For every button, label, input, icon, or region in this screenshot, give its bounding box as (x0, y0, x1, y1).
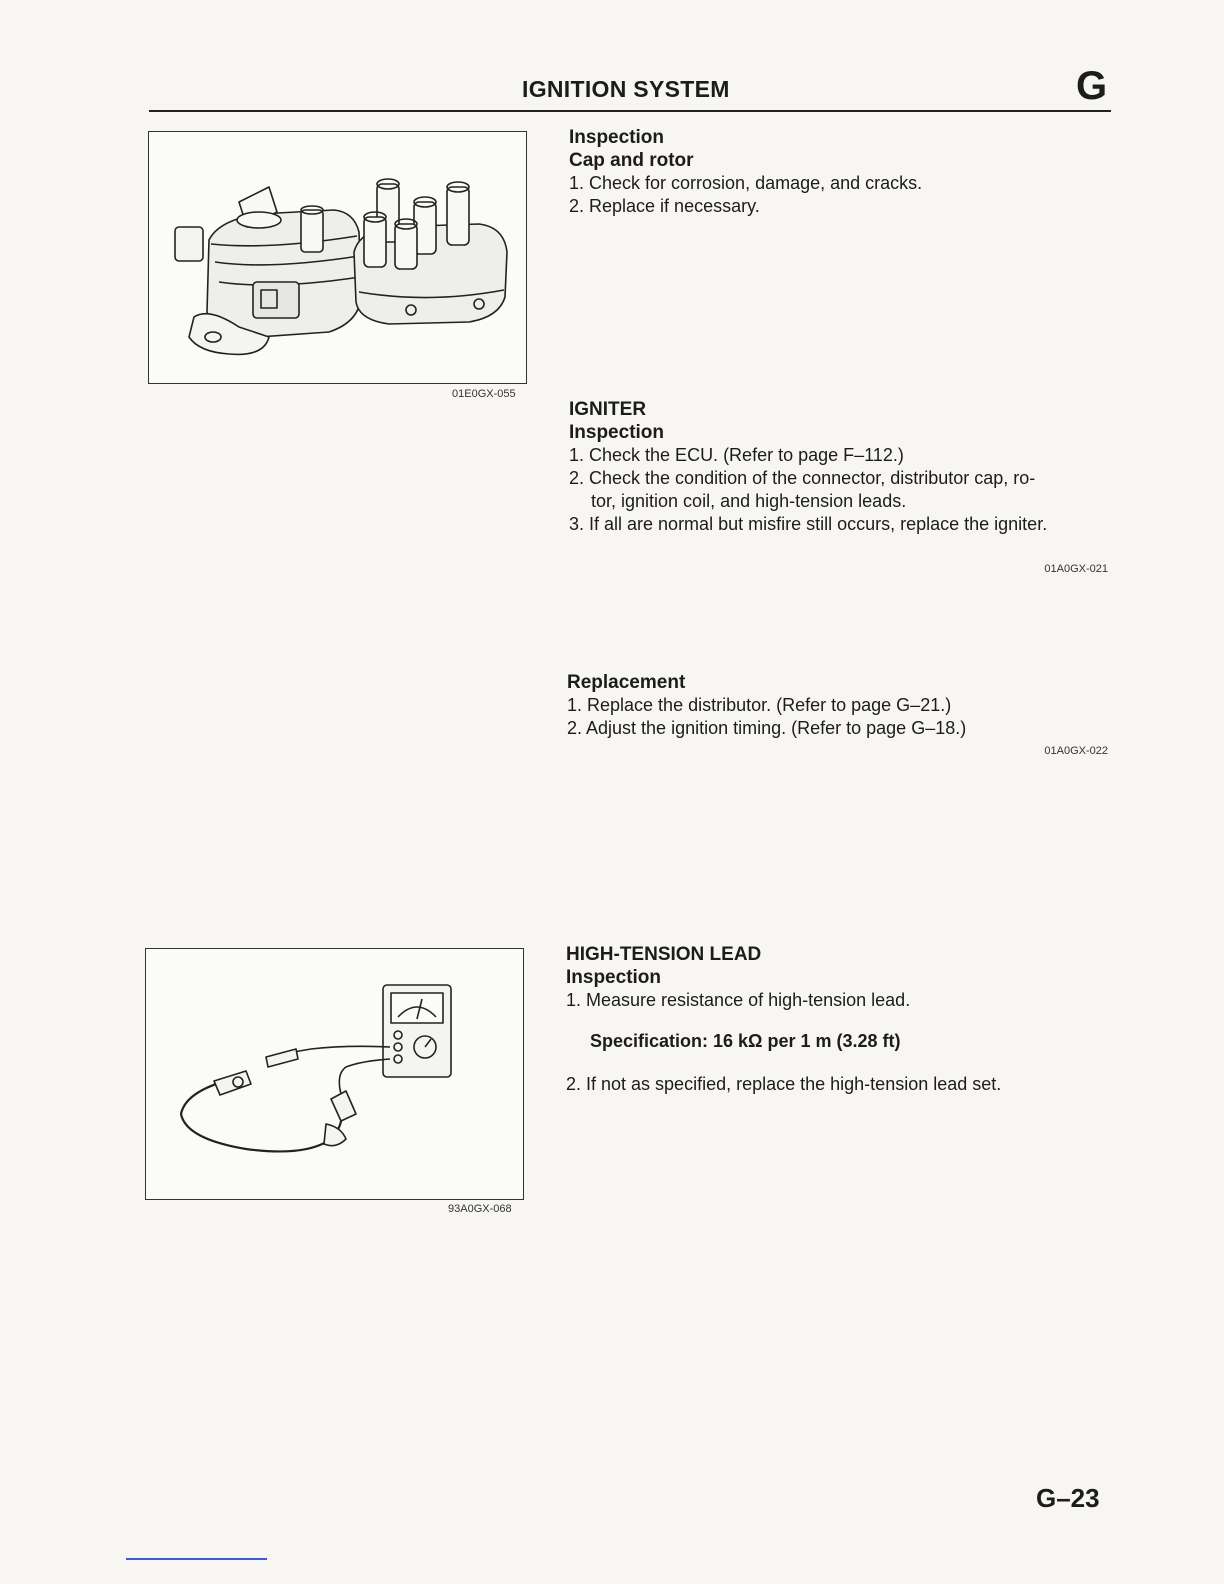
list-item: 1. Replace the distributor. (Refer to page G–21.) (567, 695, 952, 715)
block-code: 01A0GX-022 (1044, 745, 1108, 757)
section-heading: Replacement (567, 672, 686, 693)
figure-code: 01E0GX-055 (452, 388, 516, 400)
footer-link-underline[interactable] (126, 1558, 267, 1560)
section-heading: Inspection (569, 127, 665, 148)
specification: Specification: 16 kΩ per 1 m (3.28 ft) (590, 1031, 901, 1051)
list-item: 2. Adjust the ignition timing. (Refer to page G–18.) (567, 718, 967, 738)
list-item: 2. If not as specified, replace the high-tension lead set. (566, 1074, 1002, 1094)
distributor-cap-rotor-illustration (149, 132, 526, 383)
list-item: 1. Measure resistance of high-tension lead. (566, 990, 911, 1010)
figure-ohmmeter (145, 948, 524, 1200)
section-heading: IGNITER (569, 399, 647, 420)
replacement-section (567, 671, 1112, 740)
section-subheading: Cap and rotor (569, 150, 694, 171)
list-item: 1. Check for corrosion, damage, and cracks. (569, 173, 923, 193)
section-subheading: Inspection (569, 422, 665, 443)
header-rule (149, 110, 1111, 112)
figure-code: 93A0GX-068 (448, 1203, 512, 1215)
list-item-continuation: tor, ignition coil, and high-tension leads. (591, 491, 907, 511)
page-number: G–23 (1036, 1483, 1100, 1513)
high-tension-section (566, 943, 1111, 1096)
igniter-section (569, 398, 1114, 536)
figure-distributor (148, 131, 527, 384)
page-title: IGNITION SYSTEM (522, 76, 730, 102)
cap-rotor-section (569, 126, 1114, 218)
section-heading: HIGH-TENSION LEAD (566, 944, 762, 965)
list-item: 2. Replace if necessary. (569, 196, 760, 216)
ohmmeter-high-tension-lead-illustration (146, 949, 523, 1199)
block-code: 01A0GX-021 (1044, 563, 1108, 575)
list-item: 1. Check the ECU. (Refer to page F–112.) (569, 445, 904, 465)
list-item: 2. Check the condition of the connector, distributor cap, ro- (569, 468, 1036, 488)
section-letter: G (1076, 64, 1108, 108)
section-subheading: Inspection (566, 967, 662, 988)
list-item: 3. If all are normal but misfire still occurs, replace the igniter. (569, 514, 1048, 534)
